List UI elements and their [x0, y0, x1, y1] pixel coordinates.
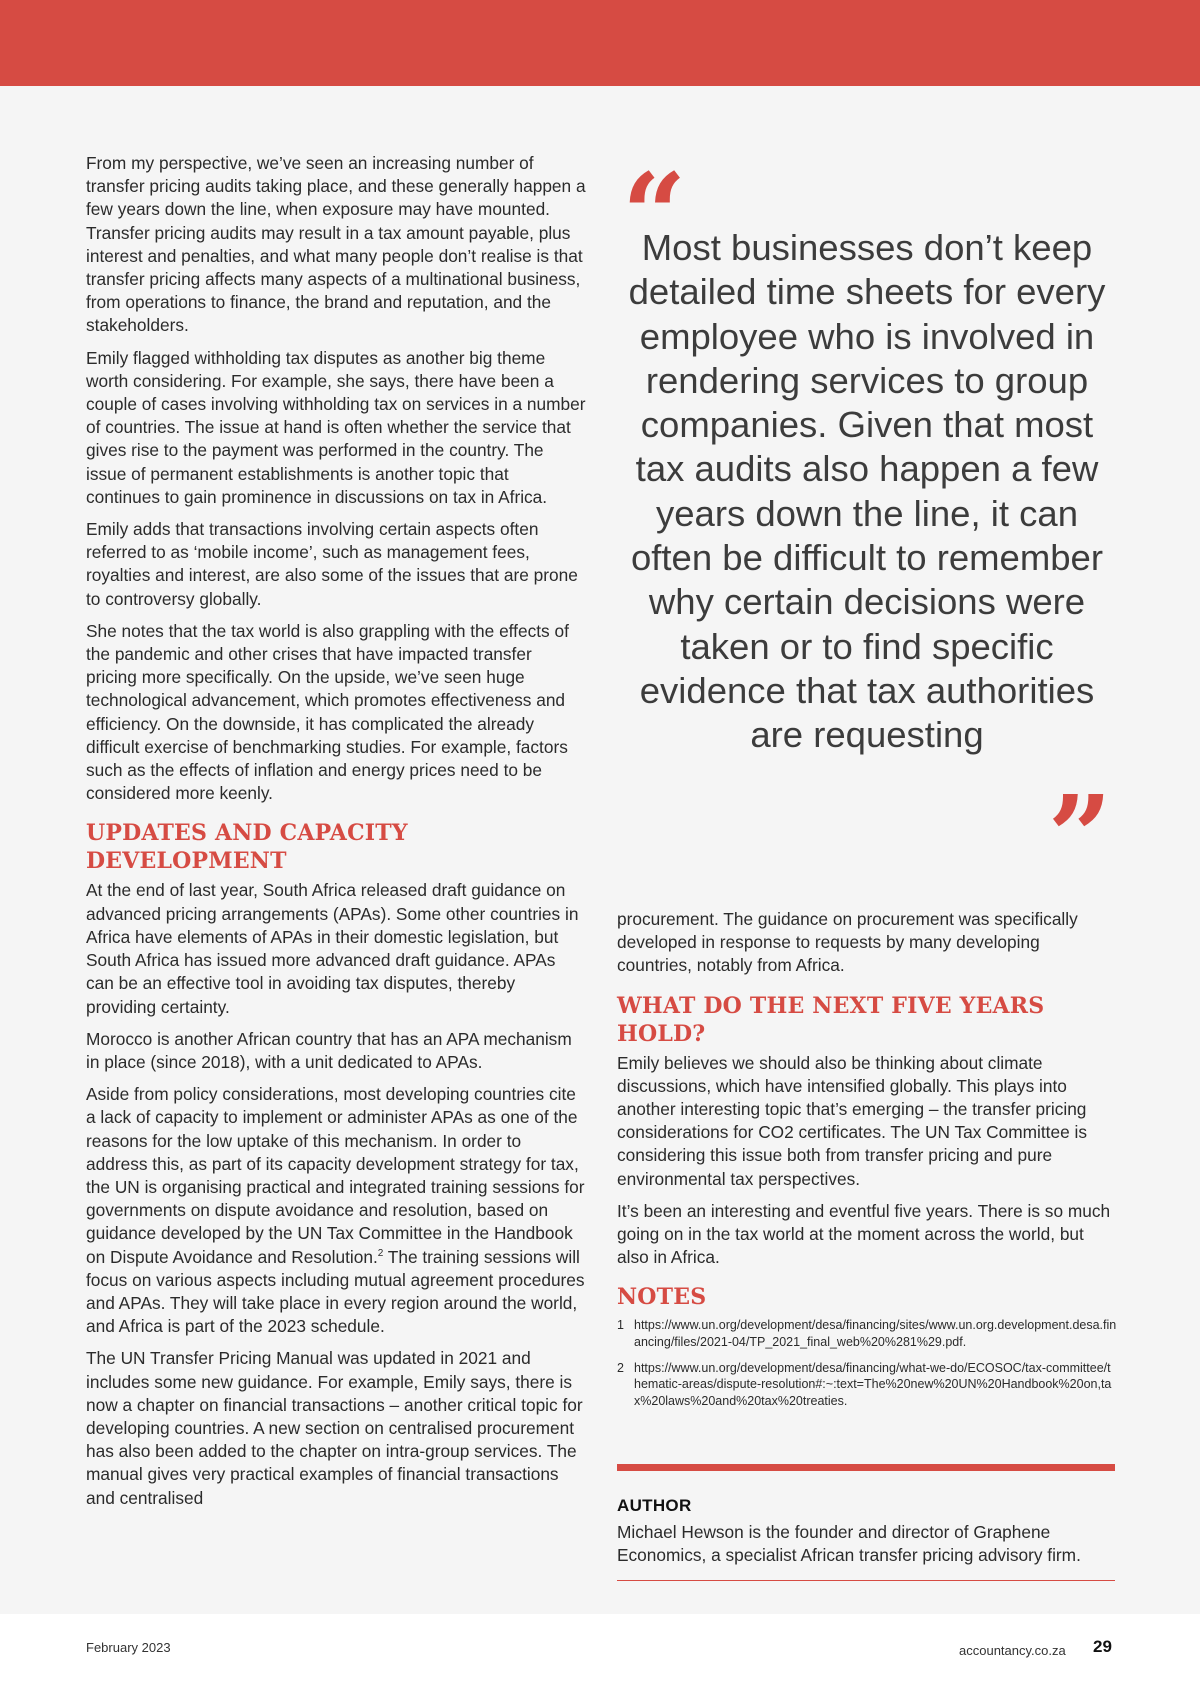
body-paragraph: The UN Transfer Pricing Manual was updated in 2021 and includes some new guidance. For example, Emily says, there is now a chapter on financial transactions – another critical topic for developing countries. A new section on centralised procurement has also been added to the chapter on intra-group services. The manual gives very practical examples of financial transactions and centralised	[86, 1348, 583, 1508]
note-link[interactable]: https://www.un.org/development/desa/financing/sites/www.un.org.development.desa.financing/files/2021-04/TP_2021_final_web%20%281%29.pdf.	[634, 1318, 1117, 1350]
pull-quote-text: Most businesses don’t keep detailed time sheets for every employee who is involved in rendering services to group companies. Given that most tax audits also happen a few years down the line, it can often be difficult to remember why certain decisions were taken or to find specific evidence that tax authorities are requesting	[628, 227, 1106, 756]
body-paragraph: Morocco is another African country that has an APA mechanism in place (since 2018), with a unit dedicated to APAs.	[86, 1028, 572, 1072]
page-number: 29	[1093, 1637, 1112, 1656]
section-heading-updates: UPDATES AND CAPACITY DEVELOPMENT	[86, 820, 408, 875]
body-paragraph: procurement. The guidance on procurement was specifically developed in response to requests by many developing countries, notably from Africa.	[617, 909, 1078, 976]
body-paragraph: Emily adds that transactions involving certain aspects often referred to as ‘mobile income’, such as management fees, royalties and interest, are also some of the issues that are prone to controversy globally.	[86, 519, 578, 609]
right-column	[617, 908, 1117, 1418]
body-paragraph: Emily believes we should also be thinking about climate discussions, which have intensified globally. This plays into another interesting topic that’s emerging – the transfer pricing considerations for CO2 certificates. The UN Tax Committee is considering this issue both from transfer pricing and pure environmental tax perspectives.	[617, 1052, 1087, 1189]
body-paragraph: She notes that the tax world is also grappling with the effects of the pandemic and other crises that have impacted transfer pricing more specifically. On the upside, we’ve seen huge technological advancement, which promotes effectiveness and efficiency. On the downside, it has complicated the already difficult exercise of benchmarking studies. For example, factors such as the effects of inflation and energy prices need to be considered more keenly.	[86, 620, 569, 804]
body-paragraph-aside	[86, 1083, 586, 1338]
footer-website[interactable]: accountancy.co.za	[959, 1643, 1066, 1658]
author-divider	[617, 1464, 1115, 1471]
author-underline	[617, 1580, 1115, 1581]
body-paragraph: From my perspective, we’ve seen an increasing number of transfer pricing audits taking place, and these generally happen a few years down the line, when exposure may have mounted. Transfer pricing audits may result in a tax amount payable, plus interest and penalties, and what many people don’t realise is that transfer pricing affects many aspects of a multinational business, from operations to finance, the brand and reputation, and the stakeholders.	[86, 153, 586, 336]
note-link[interactable]: https://www.un.org/development/desa/financing/what-we-do/ECOSOC/tax-committee/thematic-areas/dispute-resolution#:~:text=The%20new%20UN%20Handbook%20on,tax%20laws%20and%20tax%20treaties.	[634, 1360, 1112, 1408]
open-quote-icon: “	[622, 150, 687, 281]
left-column	[86, 152, 586, 1519]
footnote-ref-2[interactable]: 2	[377, 1247, 384, 1259]
author-box	[617, 1496, 1115, 1567]
pull-quote	[622, 150, 1112, 903]
note-item	[617, 1360, 1117, 1410]
note-number: 1	[617, 1318, 624, 1333]
note-item	[617, 1317, 1117, 1350]
notes-list	[617, 1317, 1117, 1409]
body-paragraph: It’s been an interesting and eventful five years. There is so much going on in the tax world at the moment across the world, but also in Africa.	[617, 1200, 1111, 1268]
close-quote-icon: ”	[1047, 772, 1112, 903]
section-heading-next: WHAT DO THE NEXT FIVE YEARS HOLD?	[617, 992, 1045, 1047]
author-title: AUTHOR	[617, 1496, 692, 1515]
aside-text-b: The training sessions will focus on various aspects including mutual agreement procedures and APAs. They will take place in every region around the world, and Africa is part of the 2023 schedule.	[86, 1246, 585, 1337]
top-banner	[0, 0, 1200, 86]
footer-date: February 2023	[86, 1640, 171, 1655]
notes-section	[617, 1283, 1117, 1409]
note-number: 2	[617, 1360, 624, 1375]
section-heading-notes: NOTES	[617, 1284, 707, 1311]
author-bio: Michael Hewson is the founder and director of Graphene Economics, a specialist African transfer pricing advisory firm.	[617, 1522, 1081, 1566]
aside-text-a: Aside from policy considerations, most developing countries cite a lack of capacity to implement or administer APAs as one of the reasons for the low uptake of this mechanism. In order to address this, as part of its capacity development strategy for tax, the UN is organising practical and integrated training sessions for governments on dispute avoidance and resolution, based on guidance developed by the UN Tax Committee in the Handbook on Dispute Avoidance and Resolution.	[86, 1084, 585, 1267]
body-paragraph: At the end of last year, South Africa released draft guidance on advanced pricing arrangements (APAs). Some other countries in Africa have elements of APAs in their domestic legislation, but South Africa has issued more advanced draft guidance. APAs can be an effective tool in avoiding tax disputes, thereby providing certainty.	[86, 880, 579, 1017]
body-paragraph: Emily flagged withholding tax disputes as another big theme worth considering. For example, she says, there have been a couple of cases involving withholding tax on services in a number of countries. The issue at hand is often whether the service that gives rise to the payment was performed in the country. The issue of permanent establishments is another topic that continues to gain prominence in discussions on tax in Africa.	[86, 347, 586, 507]
